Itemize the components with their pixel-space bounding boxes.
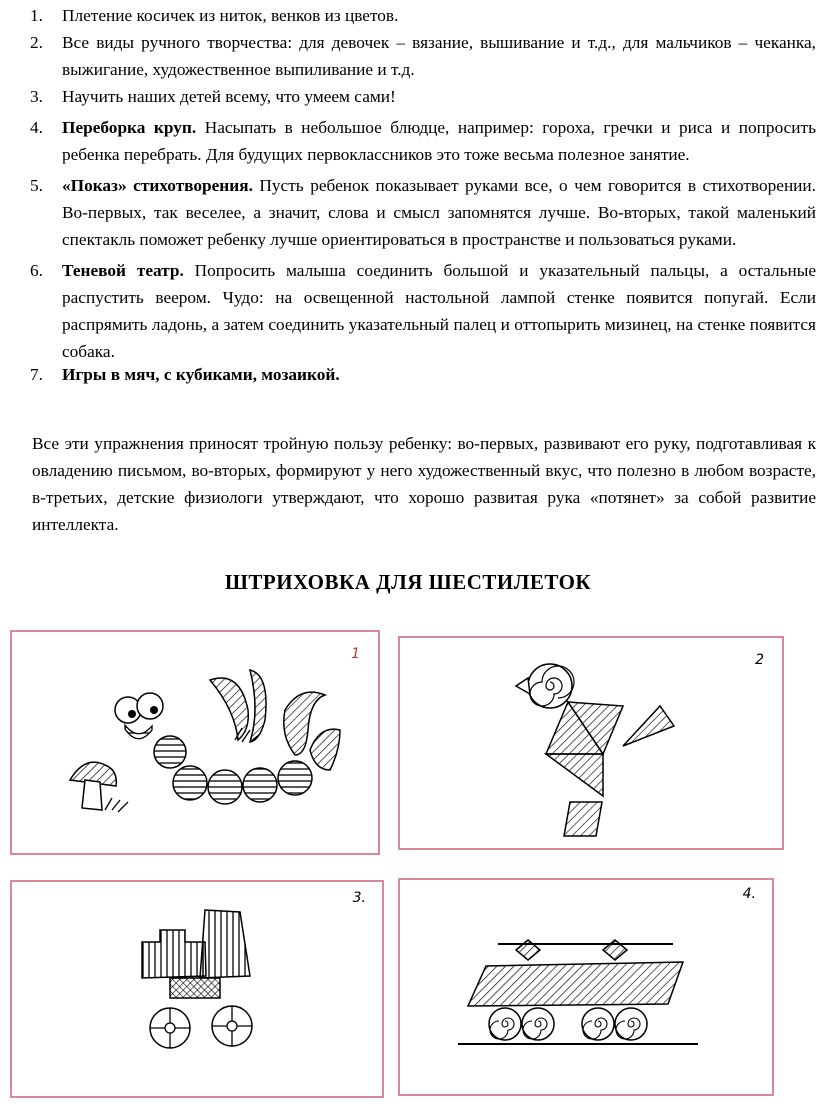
item-bold-heading: Теневой театр. [62,261,184,280]
shading-panel-truck [10,880,384,1098]
item-text: Попросить малыша соединить большой и указательный пальцы, а остальные распустить веером. Чудо: на освещенной настольной лампой стенке появится попугай. Если распрямить ладонь, а затем соединить указательный палец и оттопырить мизинец, на стенке появится собака. [62,261,816,361]
item-number: 1. [30,6,43,25]
section-title: ШТРИХОВКА ДЛЯ ШЕСТИЛЕТОК [224,570,592,594]
item-text: Насыпать в небольшое блюдце, например: гороха, гречки и риса и попросить ребенка перебрать. Для будущих первоклассников это тоже весьма полезное занятие. [62,118,816,164]
list-item [30,2,816,29]
item-number: 6. [30,261,43,280]
truck-drawing [10,880,384,1098]
panel-number: 4. [742,886,756,902]
shading-panel-tram [398,878,774,1096]
list-item [30,29,816,83]
item-bold-heading: Игры в мяч, с кубиками, мозаикой. [62,365,340,384]
item-number: 3. [30,87,43,106]
item-bold-heading: Переборка круп. [62,118,197,137]
panel-number: 1 [351,646,360,662]
summary-paragraph: Все эти упражнения приносят тройную пользу ребенку: во-первых, развивают его руку, подготавливая к овладению письмом, во-вторых, формируют у него художественный вкус, что полезно в любом возрасте, в-третьих, детские физиологи утверждают, что хорошо развитая рука «потянет» за собой развитие интеллекта. [32,434,816,534]
item-text: Все виды ручного творчества: для девочек – вязание, вышивание и т.д., для мальчиков – чеканка, выжигание, художественное выпиливание и т.д. [62,33,816,79]
list-item [30,114,816,168]
item-number: 7. [30,365,43,384]
list-item [30,172,816,253]
shading-panel-bird [398,636,784,850]
panel-number: 2 [755,652,764,668]
tram-drawing [398,878,774,1096]
list-item [30,365,816,385]
item-text: Научить наших детей всему, что умеем сами! [62,87,396,106]
item-text: Пусть ребенок показывает руками все, о чем говорится в стихотворении. Во-первых, так веселее, а значит, слова и смысл запомнятся лучше. Во-вторых, такой маленький спектакль поможет ребенку лучше ориентироваться в пространстве и пользоваться руками. [62,176,816,249]
bird-drawing [398,636,784,850]
item-text: Плетение косичек из ниток, венков из цветов. [62,6,399,25]
exercise-list [30,2,816,385]
shading-panel-caterpillar [10,630,380,855]
list-item [30,257,816,365]
caterpillar-drawing [10,630,380,855]
item-bold-heading: «Показ» стихотворения. [62,176,253,195]
list-item [30,83,816,110]
item-number: 4. [30,118,43,137]
panel-number: 3. [352,890,366,906]
item-number: 5. [30,176,43,195]
item-number: 2. [30,33,43,52]
